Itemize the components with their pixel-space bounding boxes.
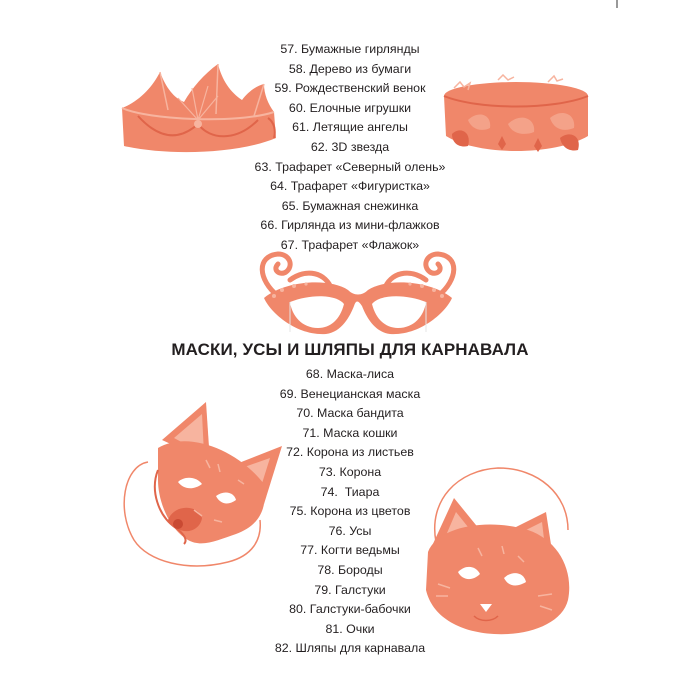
toc-item: 73. Корона <box>318 464 382 479</box>
toc-item: 77. Когти ведьмы <box>300 543 400 558</box>
toc-item: 76. Усы <box>328 523 372 538</box>
toc-item: 75. Корона из цветов <box>289 504 411 519</box>
toc-item: 81. Очки <box>325 621 375 636</box>
toc-item: 64. Трафарет «Фигуристка» <box>270 179 430 194</box>
toc-item: 57. Бумажные гирлянды <box>280 42 420 56</box>
page-corner-mark <box>616 0 618 8</box>
toc-item: 59. Рождественский венок <box>274 81 426 96</box>
toc-item: 58. Дерево из бумаги <box>288 61 412 76</box>
toc-item: 67. Трафарет «Флажок» <box>280 237 420 252</box>
carnival-glasses-illustration <box>250 250 466 342</box>
toc-item: 72. Корона из листьев <box>286 445 414 460</box>
toc-item: 68. Маска-лиса <box>305 367 395 381</box>
toc-item: 60. Елочные игрушки <box>288 100 412 115</box>
toc-item: 66. Гирлянда из мини-флажков <box>260 218 440 233</box>
toc-list-part-1 <box>0 40 700 256</box>
toc-item: 63. Трафарет «Северный олень» <box>254 159 446 174</box>
section-heading: МАСКИ, УСЫ И ШЛЯПЫ ДЛЯ КАРНАВАЛА <box>171 340 529 359</box>
toc-item: 82. Шляпы для карнавала <box>274 641 426 656</box>
toc-item: 61. Летящие ангелы <box>292 120 408 135</box>
toc-item: 74. Тиара <box>320 484 380 499</box>
toc-item: 65. Бумажная снежинка <box>281 198 419 213</box>
toc-item: 70. Маска бандита <box>296 406 404 421</box>
toc-list-part-2 <box>0 365 700 659</box>
toc-item: 69. Венецианская маска <box>279 386 421 401</box>
toc-item: 80. Галстуки-бабочки <box>289 602 411 617</box>
toc-item: 78. Бороды <box>317 562 383 577</box>
toc-item: 71. Маска кошки <box>302 425 398 440</box>
toc-item: 79. Галстуки <box>314 582 386 597</box>
toc-item: 62. 3D звезда <box>310 139 390 154</box>
